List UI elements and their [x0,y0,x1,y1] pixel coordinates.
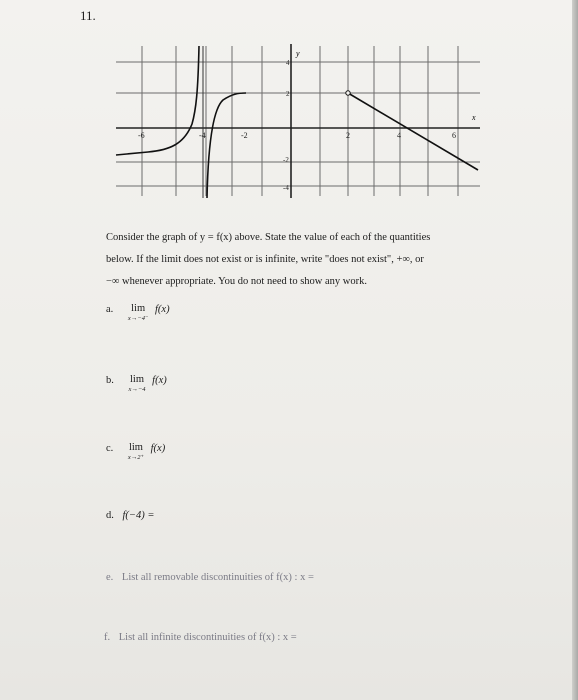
lim-word: lim [130,374,145,385]
lim-word: lim [131,303,146,314]
x-tick-label: 2 [346,131,350,140]
instructions-line-3: −∞ whenever appropriate. You do not need to show any work. [106,276,367,287]
function-expression: f(x) [155,304,170,315]
function-expression: f(−4) = [122,510,155,521]
lim-subscript: x→−4⁻ [127,315,149,322]
y-tick-labels [283,59,290,192]
part-label: d. [106,510,114,521]
y-tick-label: 2 [286,90,290,98]
part-label: a. [106,304,114,315]
limit-notation [128,443,144,463]
part-d [106,510,154,521]
function-curves [116,46,478,198]
lim-subscript: x→−4 [128,386,146,393]
page-edge-shadow [572,0,578,700]
part-a [106,304,170,324]
y-tick-label: 4 [286,59,290,67]
instructions-line-1: Consider the graph of y = f(x) above. State the value of each of the quantities [106,232,431,243]
function-expression: f(x) [150,443,166,454]
x-tick-label: -4 [199,131,206,140]
part-b [106,375,167,395]
part-label: e. [106,572,114,583]
function-expression: f(x) [152,375,167,386]
part-label: b. [106,375,114,386]
open-point [346,91,350,95]
part-text: List all infinite discontinuities of f(x) : x = [118,632,297,643]
x-tick-label: -2 [241,131,248,140]
y-tick-label: -4 [283,184,289,192]
part-e [106,572,314,583]
y-axis-label: y [296,49,300,58]
part-f [104,632,297,643]
part-label: c. [106,443,114,454]
instructions-line-2: below. If the limit does not exist or is infinite, write "does not exist", +∞, or [106,254,424,265]
x-axis-label: x [472,113,476,122]
lim-subscript: x→2⁺ [127,454,144,461]
graph-grid [116,46,480,196]
middle-branch [207,93,246,198]
question-number: 11. [80,8,96,23]
x-tick-label: 4 [397,131,401,140]
limit-notation [129,375,146,395]
limit-notation [128,304,148,324]
graph-axes [116,44,480,198]
part-label: f. [104,632,111,643]
x-tick-label: -6 [138,131,145,140]
y-tick-label: -2 [283,156,289,164]
function-graph [108,40,488,200]
lim-word: lim [128,442,143,453]
x-tick-label: 6 [452,131,456,140]
part-c [106,443,165,463]
part-text: List all removable discontinuities of f(x) : x = [121,572,314,583]
